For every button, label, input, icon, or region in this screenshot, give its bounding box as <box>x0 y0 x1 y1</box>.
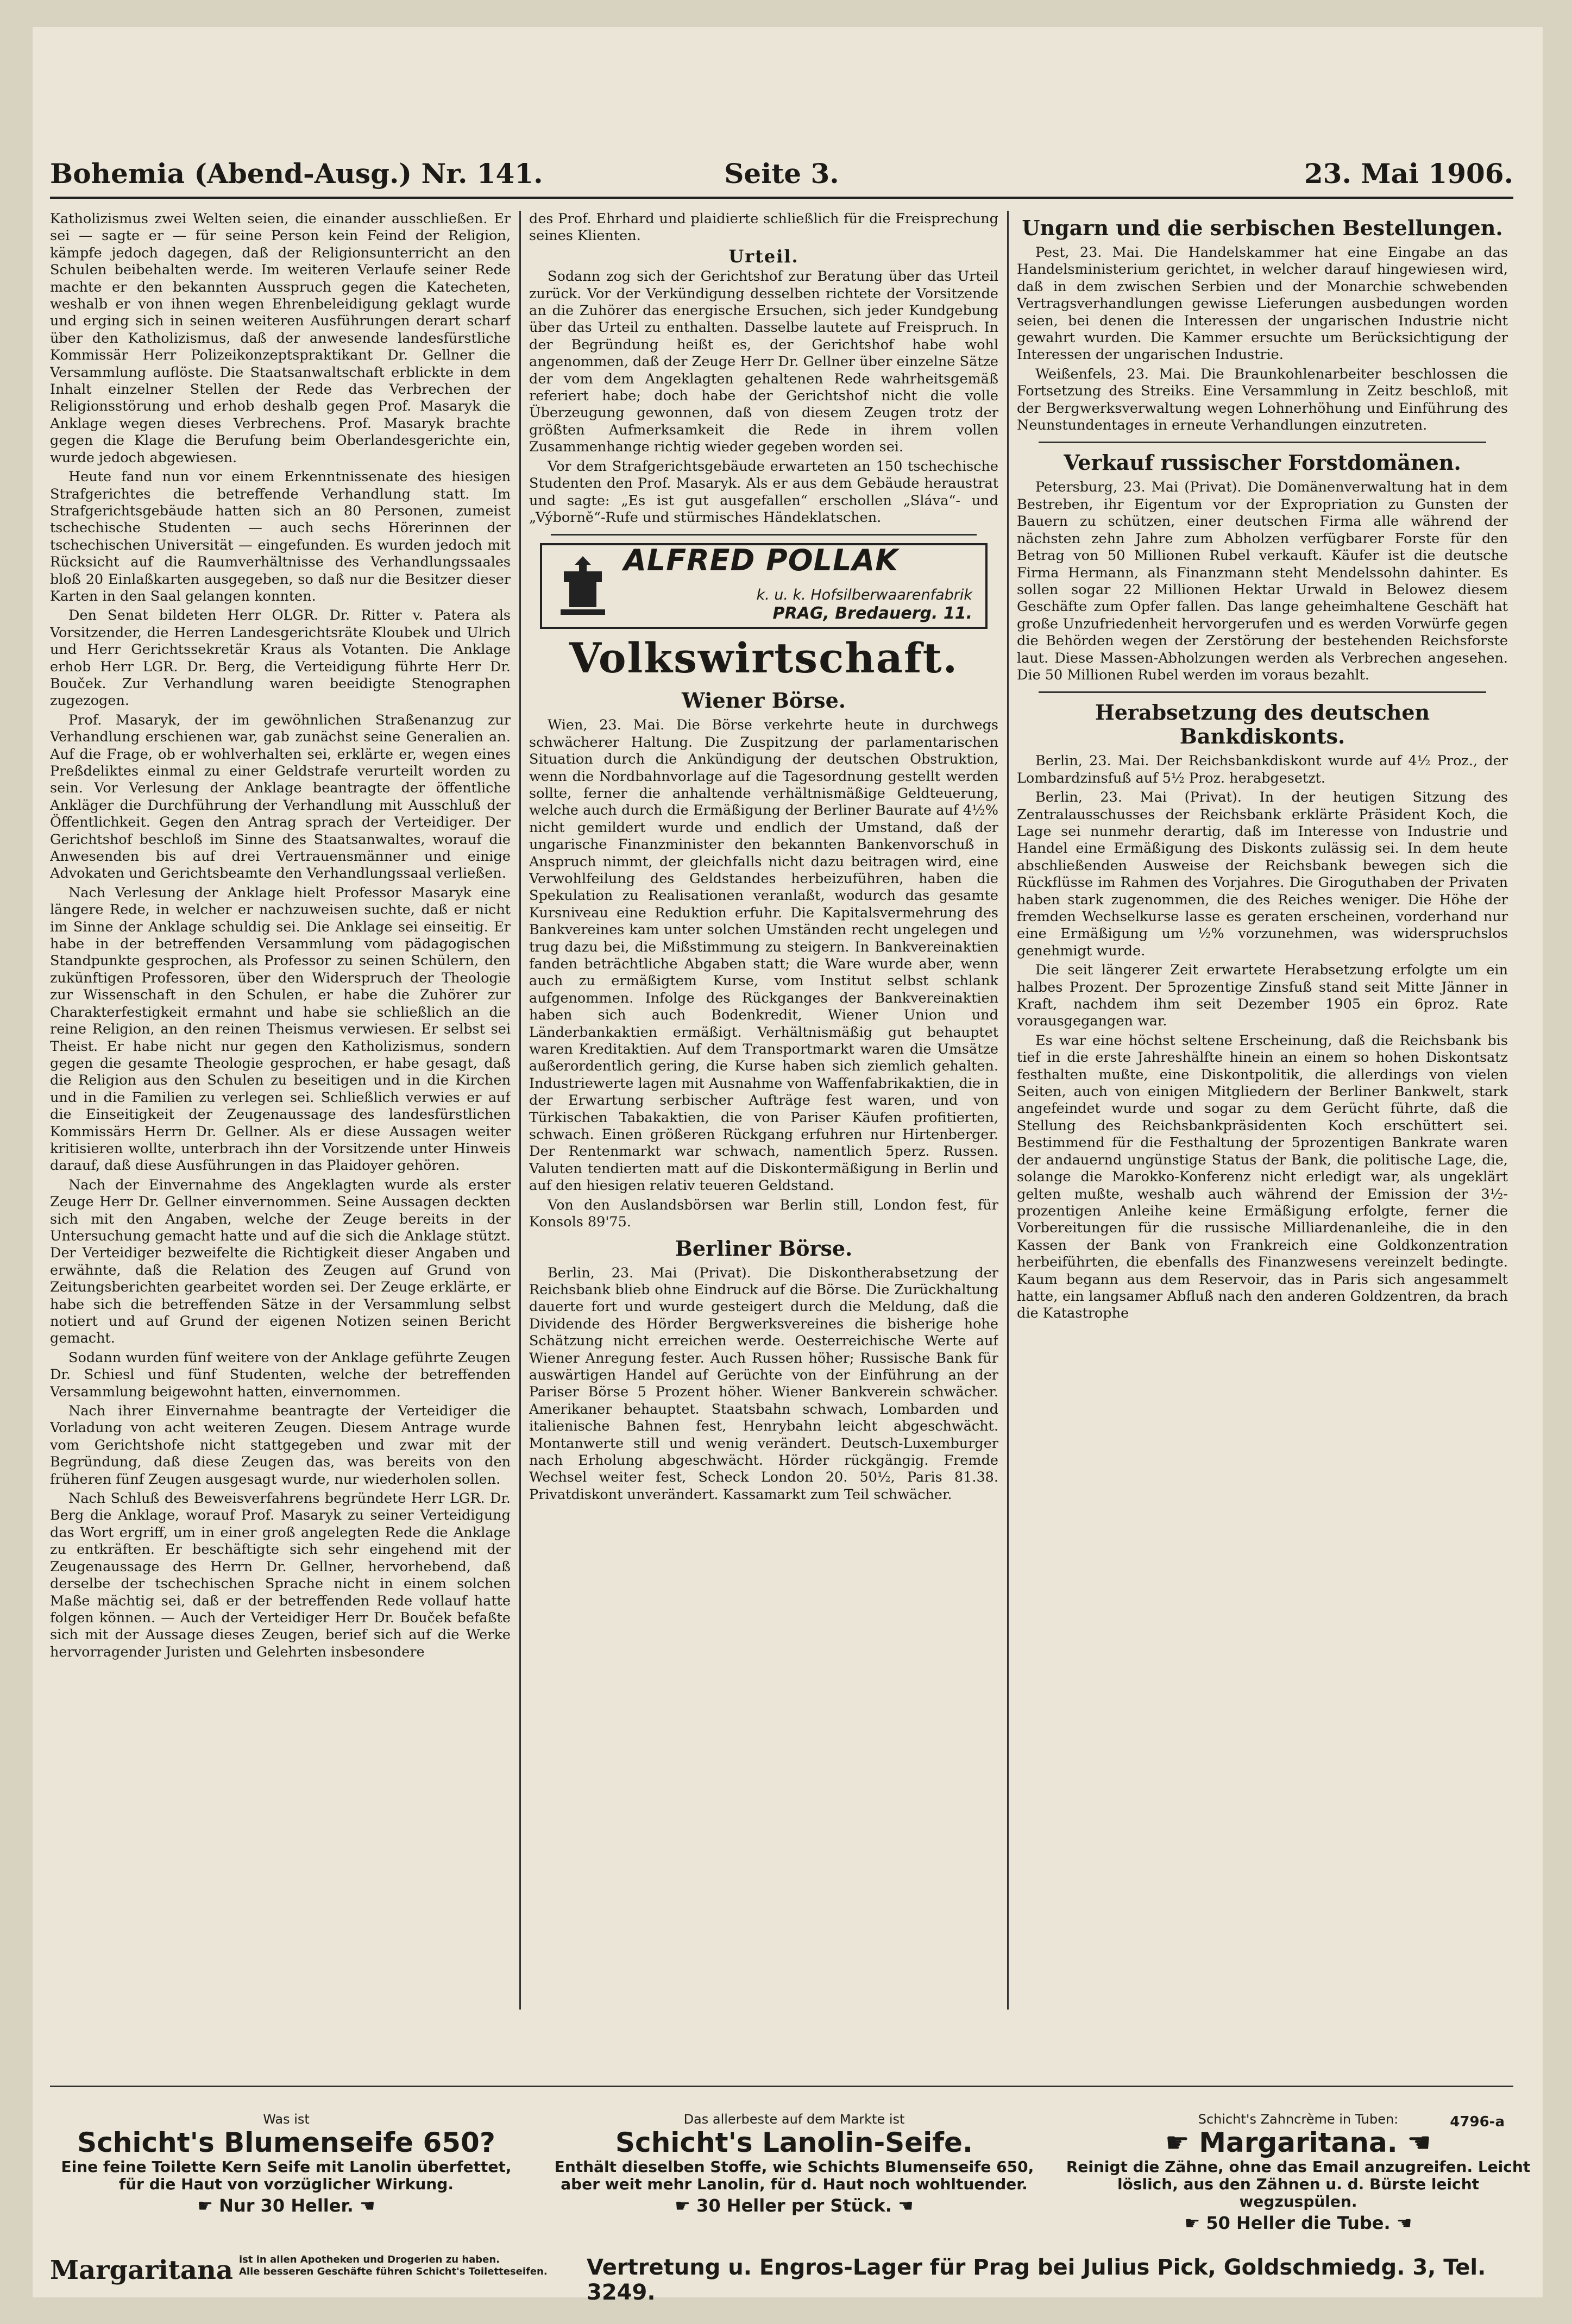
paragraph: Die seit längerer Zeit erwartete Herabsetzung erfolgte um ein halbes Prozent. Der 5prozentige Zinsfuß stand seit Mitte Jänner in Kraft, nachdem ihm seit Dezember 1905 ein 6proz. Rate vorausgegangen war. <box>1017 962 1508 1030</box>
divider <box>1039 442 1486 443</box>
ungarn-heading: Ungarn und die serbischen Bestellungen. <box>1022 216 1503 240</box>
paragraph: des Prof. Ehrhard und plaidierte schließlich für die Freisprechung seines Klienten. <box>529 211 998 244</box>
paragraph: Berlin, 23. Mai (Privat). In der heutigen Sitzung des Zentralausschusses der Reichsbank erklärte Präsident Koch, die Lage sei nunmehr derartig, daß im Interesse von Industrie und Handel eine Ermäßigung des Diskonts zulässig sei. In dem heute abschließenden Ausweise der Reichsbank bewegen sich die Rückflüsse im Rahmen des Vorjahres. Die Giroguthaben der Privaten haben stark zugenommen, die des Reiches weniger. Die Höhe der fremden Wechselkurse lasse es geraten erscheinen, vorderhand nur eine Ermäßigung um ½% vorzunehmen, was widerspruchslos genehmigt wurde. <box>1017 789 1508 959</box>
paragraph: Nach der Einvernahme des Angeklagten wurde als erster Zeuge Herr Dr. Gellner einvernommen. Seine Aussagen deckten sich mit den Angaben, welche der Zeuge bereits in der Untersuchung gemacht hatte und auf die sich die Anklage stützt. Der Verteidiger bezweifelte die Richtigkeit dieser Angaben und erwähnte, daß die Relation des Zeugen auf Grund von Zeitungsberichten gearbeitet worden sei. Der Zeuge erklärte, er habe sich die betreffenden Sätze in der Versammlung selbst notiert und auf Grund der eigenen Notizen seinen Bericht gemacht. <box>50 1176 511 1347</box>
paragraph: Es war eine höchst seltene Erscheinung, daß die Reichsbank bis tief in die erste Jahreshälfte hinein an einem so hohen Diskontsatz festhalten mußte, eine Diskontpolitik, die allerdings von vielen Seiten, auch von einigen Mitgliedern der Berliner Bankwelt, stark angefeindet wurde und sogar zu dem Gerücht führte, daß die Stellung des Reichsbankpräsidenten Koch erschüttert sei. Bestimmend für die Festhaltung der 5prozentigen Bankrate waren der andauernd ungünstige Status der Bank, die politische Lage, die, solange die Marokko-Konferenz nicht erledigt war, als ungeklärt gelten mußte, weshalb auch während der Emission der 3½-prozentigen Anleihe keine Ermäßigung erfolgte, ferner die Vorbereitungen für die russische Milliardenanleihe, die in den Kassen der Bank von Frankreich eine Goldkonzentration herbeiführten, die ebenfalls des Finanzwesens vereinzelt bedingte. Kaum begann aus dem Reservoir, das in Paris sich angesammelt hatte, ein langsamer Abfluß nach den anderen Goldzentren, da brach die Katastrophe <box>1017 1032 1508 1322</box>
section-title: Volkswirtschaft. <box>569 634 959 683</box>
blumenseife-advertisement <box>50 2112 523 2258</box>
paragraph: Berlin, 23. Mai (Privat). Die Diskontherabsetzung der Reichsbank blieb ohne Eindruck auf die Börse. Die Zurückhaltung dauerte fort und wurde gesteigert durch die Meldung, daß die Dividende des Hörder Bergwerksvereines die bisherige hohe Schätzung nicht erreichen werde. Oesterreichische Werte auf Wiener Anregung fester. Auch Russen höher; Russische Bank für auswärtigen Handel auf Gerüchte von der Einführung an der Pariser Börse 5 Prozent höher. Wiener Bankverein schwächer. Amerikaner behauptet. Staatsbahn schwach, Lombarden und italienische Bahnen fest, Henrybahn leicht abgeschwächt. Montanwerte still und wenig verändert. Deutsch-Luxemburger nach Erholung abgeschwächt. Hörder rückgängig. Fremde Wechsel weiter fest, Scheck London 20. 50½, Paris 81.38. Privatdiskont unverändert. Kassamarkt zum Teil schwächer. <box>529 1264 998 1503</box>
pointing-hand-icon: ☛ <box>1165 2127 1199 2158</box>
page-header <box>50 158 1513 199</box>
header-page-number: Seite 3. <box>724 158 839 190</box>
verkauf-heading: Verkauf russischer Forstdomänen. <box>1064 450 1461 475</box>
ad-product: Schicht's Lanolin-Seife. <box>615 2127 973 2158</box>
ad-price-text: 50 Heller die Tube. <box>1206 2213 1391 2233</box>
ad-line: Reinigt die Zähne, ohne das Email anzugreifen. Leicht <box>1066 2158 1531 2176</box>
crest-icon <box>553 553 613 618</box>
pointing-hand-icon: ☚ <box>891 2195 914 2216</box>
ad-product: Schicht's Blumenseife 650? <box>77 2127 495 2158</box>
column-divider-1 <box>519 211 521 2010</box>
margaritana-availability <box>239 2254 548 2278</box>
ad-product <box>1066 2127 1531 2158</box>
lanolin-seife-advertisement <box>539 2112 1049 2258</box>
ad-price-text: Nur 30 Heller. <box>219 2195 354 2216</box>
ad-intro: Schicht's Zahncrème in Tuben: <box>1198 2112 1399 2127</box>
paragraph: Petersburg, 23. Mai (Privat). Die Domänenverwaltung hat in dem Bestreben, ihr Eigentum vor der Expropriation zu Gunsten der Bauern zu schützen, einer deutschen Firma alle während der nächsten zehn Jahre zum Abholzen verfügbarer Forste für den Betrag von 50 Millionen Rubel verkauft. Käufer ist die deutsche Firma Hermann, als Finanzmann steht Mendelssohn dahinter. Es sollen sogar 22 Millionen Hektar Urwald in Belowez diesem Geschäfte zum Opfer fallen. Das lange geheimhaltene Geschäft hat große Unzufriedenheit hervorgerufen und es werden Vorwürfe gegen die Behörden wegen der Zerstörung der bestehenden Reichsforste laut. Diese Massen-Abholzungen werden als Verbrechen angesehen. Die 50 Millionen Rubel werden im voraus bezahlt. <box>1017 479 1508 683</box>
column-2 <box>529 211 998 2010</box>
paragraph: Wien, 23. Mai. Die Börse verkehrte heute in durchwegs schwächerer Haltung. Die Zuspitzung der parlamentarischen Situation durch die Ankündigung der deutschen Obstruktion, wenn die Nordbahnvorlage auf die Tagesordnung gestellt werden sollte, ferner die anhaltende verhältnismäßige Geldteuerung, welche auch durch die Ermäßigung der Berliner Baurate auf 4½% nicht gemildert wurde und endlich der Umstand, daß der ungarische Finanzminister den bekannten Bankenvorschuß in Anspruch nimmt, der gleichfalls nicht dazu beitragen wird, eine Verwohlfeilung des Geldstandes herbeizuführen, haben die Spekulation zu Realisationen veranlaßt, wodurch das gesamte Kursniveau eine Reduktion erfuhr. Die Kapitalsvermehrung des Bankvereines kam unter solchen Umständen recht ungelegen und trug dazu bei, die Mißstimmung zu steigern. In Bankvereinaktien fanden beträchtliche Abgaben statt; die Ware wurde aber, wenn auch zu ermäßigtem Kurse, vom Institut selbst schlank aufgenommen. Infolge des Rückganges der Bankvereinaktien haben sich auch Bodenkredit, Wiener Union und Länderbankaktien ermäßigt. Verhältnismäßig gut behauptet waren Kreditaktien. Auf dem Transportmarkt waren die Umsätze außerordentlich gering, die Kurse haben sich ziemlich gehalten. Industriewerte lagen mit Ausnahme von Waffenfabrikaktien, die in der Erwartung serbischer Aufträge fest waren, und von Türkischen Tabakaktien, die von Pariser Käufen profitierten, schwach. Einen größeren Rückgang erfuhren nur Hirtenberger. Der Rentenmarkt war schwach, namentlich 5perz. Russen. Valuten tendierten matt auf die Diskontermäßigung in Berlin und auf den hiesigen relativ teueren Geldstand. <box>529 717 998 1194</box>
pointing-hand-icon: ☛ <box>197 2195 219 2216</box>
ad-company-line: k. u. k. Hofsilberwaarenfabrik <box>756 587 972 604</box>
ad-line: für die Haut von vorzüglicher Wirkung. <box>119 2175 454 2193</box>
newspaper-page <box>33 27 1543 2305</box>
ad-company-name: ALFRED POLLAK <box>624 543 899 578</box>
pointing-hand-icon: ☚ <box>1397 2127 1431 2158</box>
ad-price <box>539 2195 1049 2216</box>
availability-line: Alle besseren Geschäfte führen Schicht's Toiletteseifen. <box>239 2266 548 2277</box>
wiener-boerse-heading: Wiener Börse. <box>682 688 846 713</box>
ad-product-text: Margaritana. <box>1199 2127 1398 2158</box>
paragraph: Sodann wurden fünf weitere von der Anklage geführte Zeugen Dr. Schiesl und fünf Studenten, welche der betreffenden Versammlung beigewohnt hatten, einvernommen. <box>50 1349 511 1400</box>
berliner-boerse-heading: Berliner Börse. <box>675 1236 853 1261</box>
ad-intro: Das allerbeste auf dem Markte ist <box>683 2112 905 2127</box>
availability-line: ist in allen Apotheken und Drogerien zu haben. <box>239 2254 500 2265</box>
paragraph: Nach Verlesung der Anklage hielt Professor Masaryk eine längere Rede, in welcher er nachzuweisen suchte, daß er nicht im Sinne der Anklage schuldig sei. Die Anklage sei einseitig. Er habe in der betreffenden Versammlung vom pädagogischen Standpunkte gesprochen, als Professor zu seinen Schülern, den zukünftigen Professoren, über den Widerspruch der Theologie zur Wissenschaft in den Schulen, er habe die Zuhörer zur Charakterfestigkeit ermahnt und habe sie schließlich an die reine Religion, an den reinen Theismus verwiesen. Er selbst sei Theist. Er habe nicht nur gegen den Katholizismus, sondern gegen die gesamte Theologie gesprochen, er habe gesagt, daß die Religion aus den Schulen zu beseitigen und in die Kirchen und in die Familien zu verlegen sei. Schließlich verwies er auf die Einseitigkeit der Zeugenaussage des landesfürstlichen Kommissärs Herrn Dr. Gellner. Als er diese Aussagen weiter kritisieren wollte, unterbrach ihn der Vorsitzende unter Hinweis darauf, daß diese Ausführungen in das Plaidoyer gehören. <box>50 884 511 1174</box>
paragraph: Katholizismus zwei Welten seien, die einander ausschließen. Er sei — sagte er — für seine Person kein Feind der Religion, kämpfe jedoch dagegen, daß der Religionsunterricht an den Schulen beibehalten werde. Im weiteren Verlaufe seiner Rede machte er den bekannten Ausspruch gegen die Katecheten, weshalb er von ihnen wegen Ehrenbeleidigung geklagt wurde und erging sich in seinen weiteren Ausführungen derart scharf über den Katholizismus, daß der anwesende landesfürstliche Kommissär Herr Polizeikonzeptspraktikant Dr. Gellner die Versammlung auflöste. Die Staatsanwaltschaft erblickte in dem Inhalt einzelner Stellen der Rede das Verbrechen der Religionsstörung und erhob deshalb gegen Prof. Masaryk die Anklage wegen dieses Verbrechens. Prof. Masaryk brachte gegen die Klage die Berufung beim Oberlandesgerichte ein, wurde jedoch abgewiesen. <box>50 211 511 466</box>
herabsetzung-heading: Herabsetzung des deutschen Bankdiskonts. <box>1095 700 1430 749</box>
column-3 <box>1017 211 1508 2010</box>
paragraph: Den Senat bildeten Herr OLGR. Dr. Ritter v. Patera als Vorsitzender, die Herren Landesgerichtsräte Kloubek und Ulrich und Herr Gerichtssekretär Kraus als Votanten. Die Anklage erhob Herr LGR. Dr. Berg, die Verteidigung führte Herr Dr. Bouček. Zur Verhandlung waren beeidigte Stenographen zugezogen. <box>50 607 511 709</box>
pointing-hand-icon: ☛ <box>675 2195 697 2216</box>
ad-price <box>50 2195 523 2216</box>
header-issue: Bohemia (Abend-Ausg.) Nr. 141. <box>50 158 543 190</box>
divider <box>1039 691 1486 693</box>
ad-line: Enthält dieselben Stoffe, wie Schichts Blumenseife 650, <box>554 2158 1034 2176</box>
ad-line: Eine feine Toilette Kern Seife mit Lanolin überfettet, <box>61 2158 512 2176</box>
paragraph: Nach Schluß des Beweisverfahrens begründete Herr LGR. Dr. Berg die Anklage, worauf Prof. Masaryk zu seiner Verteidigung das Wort ergriff, um in einer groß angelegten Rede die Anklage zu entkräften. Er beschäftigte sich sehr eingehend mit der Zeugenaussage des Herrn Dr. Gellner, hervorhebend, daß derselbe der tschechischen Sprache nicht in einem solchen Maße mächtig sei, daß er der betreffenden Rede vollauf hatte folgen können. — Auch der Verteidiger Herr Dr. Bouček befaßte sich mit der Aussage dieses Zeugen, berief sich auf die Werke hervorragender Juristen und Gelehrten insbesondere <box>50 1490 511 1660</box>
ad-line: löslich, aus den Zähnen u. d. Bürste leicht wegzuspülen. <box>1117 2175 1480 2210</box>
pollak-advertisement <box>540 543 988 629</box>
paragraph: Sodann zog sich der Gerichtshof zur Beratung über das Urteil zurück. Vor der Verkündigung desselben richtete der Vorsitzende an die Zuhörer das energische Ersuchen, sich jeder Kundgebung über das Urteil zu enthalten. Dasselbe lautete auf Freispruch. In der Begründung heißt es, der Gerichtshof habe wohl angenommen, daß der Zeuge Herr Dr. Gellner über einzelne Sätze der vom dem Angeklagten gehaltenen Rede wahrheitsgemäß referiert habe; doch habe der Gerichtshof nicht die volle Überzeugung gewonnen, daß von diesem Zeugen trotz der größten Aufmerksamkeit die Rede in ihrem vollen Zusammenhange richtig wieder gegeben worden sei. <box>529 268 998 456</box>
paragraph: Heute fand nun vor einem Erkenntnissenate des hiesigen Strafgerichtes die betreffende Verhandlung statt. Im Strafgerichtsgebäude hatten sich an 80 Personen, zumeist tschechische Studenten — auch sechs Hörerinnen der tschechischen Universität — eingefunden. Es wurden jedoch mit Rücksicht auf die Raumverhältnisse des Verhandlungssaales bloß 20 Einlaßkarten ausgegeben, so daß nur die Besitzer dieser Karten in den Saal gelangen konnten. <box>50 469 511 604</box>
ad-company-address: PRAG, Bredauerg. 11. <box>772 604 972 623</box>
margaritana-advertisement <box>1066 2112 1531 2258</box>
column-divider-2 <box>1007 211 1009 2010</box>
pointing-hand-icon: ☛ <box>1184 2213 1206 2233</box>
pointing-hand-icon: ☚ <box>353 2195 375 2216</box>
ad-line: aber weit mehr Lanolin, für d. Haut noch wohltuender. <box>561 2175 1028 2193</box>
paragraph: Vor dem Strafgerichtsgebäude erwarteten an 150 tschechische Studenten den Prof. Masaryk. Als er aus dem Gebäude heraustrat und sagte: „Es ist gut ausgefallen“ erschollen „Sláva“- und „Výborně“-Rufe und stürmisches Händeklatschen. <box>529 458 998 526</box>
vendor-line: Vertretung u. Engros-Lager für Prag bei Julius Pick, Goldschmiedg. 3, Tel. 3249. <box>587 2255 1486 2305</box>
column-1 <box>50 211 511 2010</box>
paragraph: Pest, 23. Mai. Die Handelskammer hat eine Eingabe an das Handelsministerium gerichtet, in welcher darauf hingewiesen wird, daß in dem zwischen Serbien und der Monarchie schwebenden Vertragsverhandlungen gewisse Lieferungen ausbedungen worden seien, bei denen die Interessen der ungarischen Industrie nicht gewahrt wurden. Die Kammer ersuchte um Berücksichtigung der Interessen der ungarischen Industrie. <box>1017 244 1508 363</box>
ad-order-number: 4796-a <box>1450 2114 1505 2130</box>
pointing-hand-icon: ☚ <box>1390 2213 1412 2233</box>
divider <box>551 534 977 536</box>
paragraph: Nach ihrer Einvernahme beantragte der Verteidiger die Vorladung von acht weiteren Zeugen. Diesem Antrage wurde vom Gerichtshofe nicht stattgegeben und zwar mit der Begründung, daß diese Zeugen das, was bereits von den früheren fünf Zeugen ausgesagt wurde, nur wiederholen sollen. <box>50 1403 511 1488</box>
margaritana-brand: Margaritana <box>50 2255 233 2285</box>
paragraph: Weißenfels, 23. Mai. Die Braunkohlenarbeiter beschlossen die Fortsetzung des Streiks. Eine Versammlung in Zeitz beschloß, mit der Bergwerksverwaltung wegen Lohnerhöhung und Einführung des Neunstundentages in erneute Verhandlungen einzutreten. <box>1017 366 1508 434</box>
paragraph: Von den Auslandsbörsen war Berlin still, London fest, für Konsols 89'75. <box>529 1196 998 1231</box>
advertisement-band <box>50 2112 1531 2258</box>
urteil-heading: Urteil. <box>728 245 799 267</box>
paragraph: Prof. Masaryk, der im gewöhnlichen Straßenanzug zur Verhandlung erschienen war, gab zunächst seine Generalien an. Auf die Frage, ob er wohlverhalten sei, erklärte er, wegen eines Preßdeliktes einmal zu einer Geldstrafe verurteilt worden zu sein. Vor Verlesung der Anklage beantragte der öffentliche Ankläger die Durchführung der Verhandlung mit Ausschluß der Öffentlichkeit. Gegen den Antrag sprach der Verteidiger. Der Gerichtshof beschloß im Sinne des Staatsanwaltes, worauf die Anwesenden bis auf drei Vertrauensmänner und einige Advokaten und Gerichtsbeamte den Verhandlungssaal verließen. <box>50 711 511 882</box>
ad-price-text: 30 Heller per Stück. <box>696 2195 892 2216</box>
ad-intro: Was ist <box>263 2112 310 2127</box>
header-date: 23. Mai 1906. <box>1304 158 1513 190</box>
paragraph: Berlin, 23. Mai. Der Reichsbankdiskont wurde auf 4½ Proz., der Lombardzinsfuß auf 5½ Proz. herabgesetzt. <box>1017 753 1508 786</box>
ad-price <box>1066 2213 1531 2233</box>
